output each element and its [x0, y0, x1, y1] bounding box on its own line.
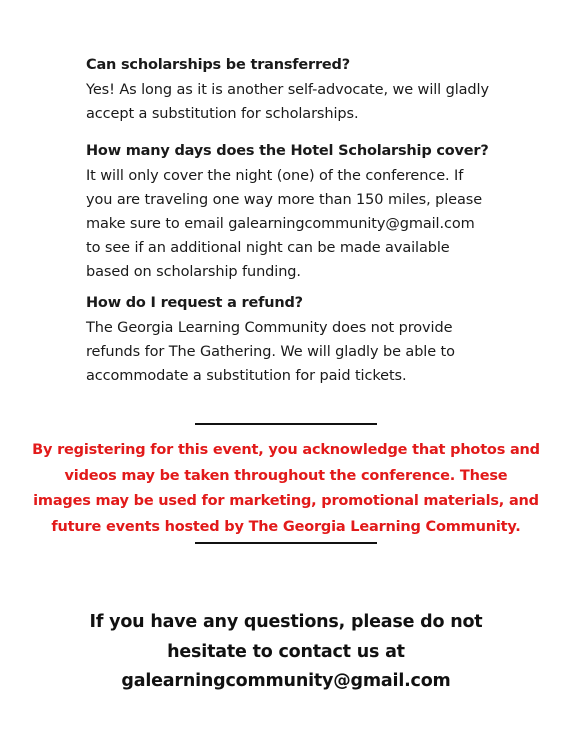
faq-question: Can scholarships be transferred? — [86, 57, 350, 73]
faq-question: How do I request a refund? — [86, 295, 303, 311]
faq-answer: It will only cover the night (one) of the conference. If you are traveling one way more than 150 miles, please make sure to email galearningcommunity@gmail.com to see if an additional night can be made available based on scholarship funding. — [86, 168, 483, 280]
contact-message: If you have any questions, please do not hesitate to contact us at galearningcommunity@gmail.com — [89, 612, 483, 691]
faq-item-refund — [86, 293, 536, 388]
photo-consent-notice: By registering for this event, you acknowledge that photos and videos may be taken throughout the conference. These images may be used for marketing, promotional materials, and future events hosted by The Georgia Learning Community. — [32, 442, 540, 535]
faq-question: How many days does the Hotel Scholarship cover? — [86, 143, 489, 159]
faq-item-transfer — [86, 55, 536, 126]
faq-answer: The Georgia Learning Community does not provide refunds for The Gathering. We will gladly be able to accommodate a substitution for paid tickets. — [86, 320, 455, 384]
faq-answer: Yes! As long as it is another self-advocate, we will gladly accept a substitution for scholarships. — [86, 82, 489, 122]
divider-top — [195, 423, 377, 425]
divider-bottom — [195, 542, 377, 544]
faq-item-hotel — [86, 141, 536, 284]
